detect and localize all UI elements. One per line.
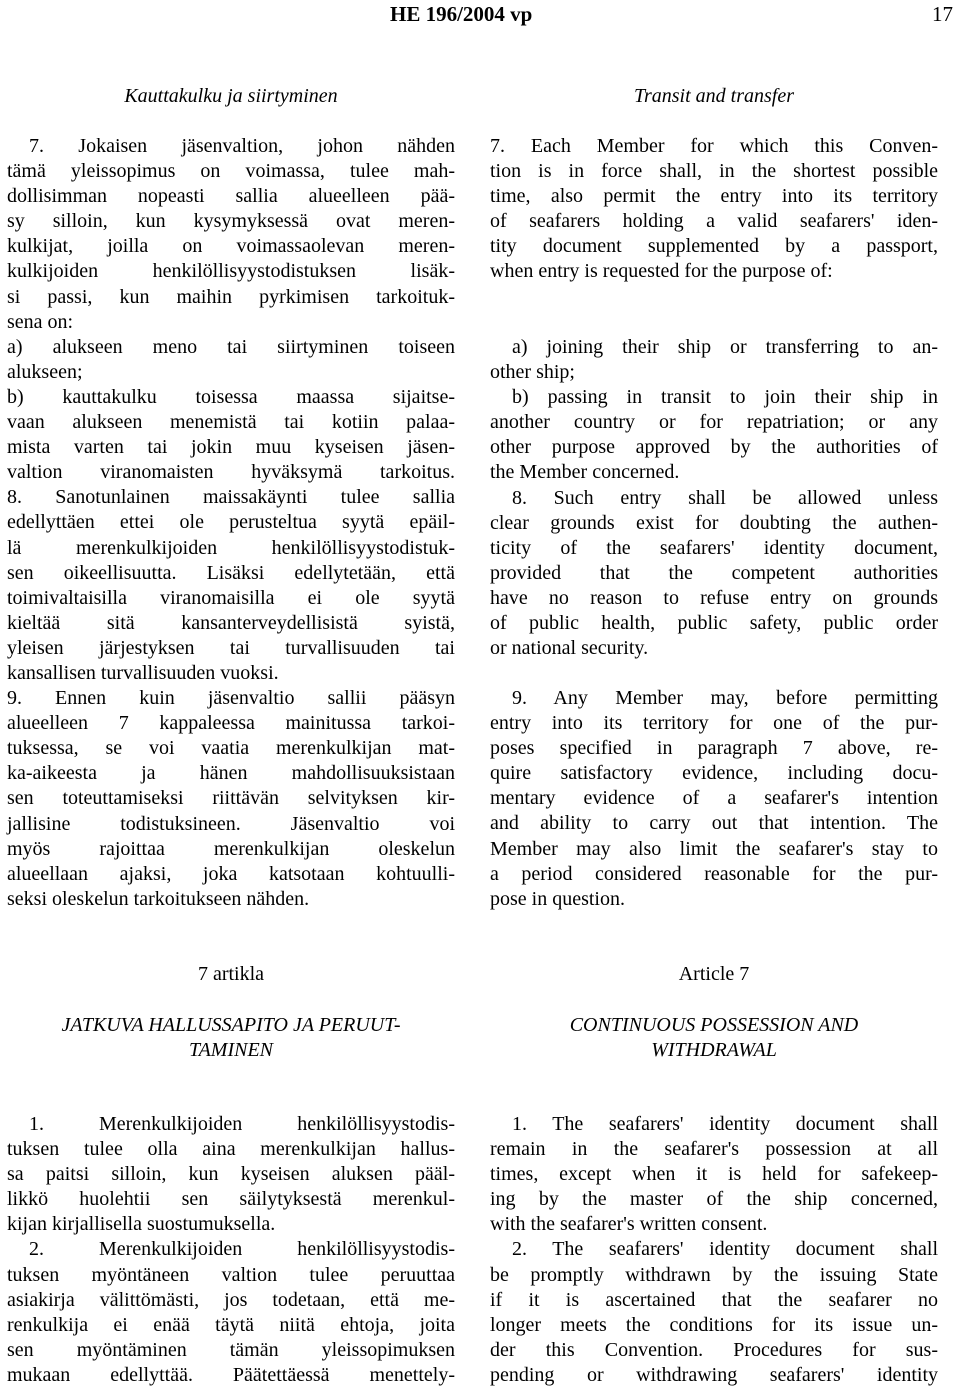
text-line: 2. Merenkulkijoiden henkilöllisyystodis-	[29, 1238, 455, 1261]
text-line: have no reason to refuse entry on grounds	[490, 586, 938, 609]
text-line: sa paitsi silloin, kun kyseisen aluksen pääl-	[7, 1163, 455, 1186]
text-line: myös rajoittaa merenkulkijan oleskelun	[7, 837, 455, 860]
text-line: or national security.	[490, 637, 649, 660]
text-line: entry into its territory for one of the pur-	[490, 712, 938, 735]
text-line: pose in question.	[490, 887, 625, 910]
text-line: kulkijoiden henkilöllisyystodistuksen lisäk-	[7, 260, 455, 283]
text-line: poses specified in paragraph 7 above, re-	[490, 737, 938, 760]
text-line: 7. Each Member for which this Conven-	[490, 135, 938, 157]
text-line: 2. The seafarers' identity document shall	[512, 1238, 938, 1261]
text-line: tuksen tulee olla aina merenkulkijan hallus-	[7, 1138, 455, 1161]
text-line: b) passing in transit to join their ship in	[512, 386, 938, 409]
paragraph-7-en	[490, 134, 938, 285]
text-line: mentary evidence of a seafarer's intention	[490, 787, 938, 810]
page-header-title: HE 196/2004 vp	[390, 2, 533, 26]
text-line: with the seafarer's written consent.	[490, 1213, 768, 1236]
text-line: sen toteuttamiseksi riittävän selvityksen kir-	[7, 787, 455, 810]
text-line: remain in the seafarer's possession at all	[490, 1138, 938, 1161]
page-number: 17	[932, 2, 953, 26]
article-title-line: JATKUVA HALLUSSAPITO JA PERUUT-	[61, 1014, 401, 1036]
text-line: mista varten tai jokin muu kyseisen jäsen-	[7, 436, 455, 459]
text-line: times, except when it is held for safekeep-	[490, 1163, 938, 1186]
article-title-line: WITHDRAWAL	[651, 1039, 777, 1062]
paragraphs-7ab-8-en	[490, 335, 938, 661]
text-line: toimivaltaisilla viranomaisilla ei ole syytä	[7, 586, 455, 609]
text-line: kieltää sitä kansanterveydellisistä syistä,	[7, 611, 455, 634]
text-line: der this Convention. Procedures for sus-	[490, 1338, 938, 1361]
article-title-fi	[7, 1013, 455, 1063]
text-line: sena on:	[7, 310, 74, 333]
text-line: be promptly withdrawn by the issuing State	[490, 1263, 938, 1286]
text-line: 8. Sanotunlainen maissakäynti tulee sallia	[7, 486, 455, 509]
text-line: alueellaan ajaksi, joka katsotaan kohtuulli-	[7, 862, 455, 885]
text-line: when entry is requested for the purpose of:	[490, 260, 833, 283]
text-line: kijan kirjallisella suostumuksella.	[7, 1213, 276, 1236]
text-line: provided that the competent authorities	[490, 561, 938, 584]
text-line: kansallisen turvallisuuden vuoksi.	[7, 661, 279, 684]
text-line: ka-aikeesta ja hänen mahdollisuuksistaan	[7, 762, 455, 785]
article-title-en	[490, 1013, 938, 1063]
text-line: sy silloin, kun kysymyksessä ovat meren-	[7, 210, 455, 233]
text-line: likkö huolehtii sen säilytyksestä merenkul-	[7, 1188, 455, 1211]
text-line: a period considered reasonable for the pur-	[490, 862, 938, 885]
article-paragraphs-en	[490, 1112, 938, 1388]
text-line: pending or withdrawing seafarers' identity	[490, 1363, 938, 1386]
text-line: of seafarers holding a valid seafarers' iden-	[490, 210, 938, 233]
text-line: sen oikeellisuutta. Lisäksi edellytetään, että	[7, 561, 455, 584]
text-line: clear grounds exist for doubting the authen-	[490, 511, 938, 534]
text-line: b) kauttakulku toisessa maassa sijaitse-	[7, 385, 455, 408]
text-line: tämä yleissopimus on voimassa, tulee mah-	[7, 160, 455, 183]
text-line: another country or for repatriation; or any	[490, 411, 938, 434]
text-line: seksi oleskelun tarkoitukseen nähden.	[7, 887, 310, 910]
text-line: edellyttäen ettei ole perusteltua syytä epäil-	[7, 511, 455, 534]
paragraph-9-en	[490, 686, 938, 912]
article-number-en: Article 7	[678, 963, 750, 985]
text-line: tion is in force shall, in the shortest possible	[490, 160, 938, 183]
text-line: dollisimman nopeasti sallia alueelleen pää-	[7, 185, 455, 208]
text-line: a) alukseen meno tai siirtyminen toiseen	[7, 335, 455, 358]
text-line: 1. Merenkulkijoiden henkilöllisyystodis-	[29, 1113, 455, 1135]
section-heading-en: Transit and transfer	[633, 85, 795, 107]
text-line: a) joining their ship or transferring to an-	[512, 336, 938, 358]
text-line: tity document supplemented by a passport,	[490, 235, 938, 258]
text-line: 9. Any Member may, before permitting	[512, 687, 938, 709]
text-line: tuksen myöntäneen valtion tulee peruuttaa	[7, 1263, 455, 1286]
text-line: ing by the master of the ship concerned,	[490, 1188, 938, 1211]
text-line: and ability to carry out that intention. The	[490, 812, 938, 835]
text-line: of public health, public safety, public order	[490, 612, 938, 635]
text-line: yleisen järjestyksen tai turvallisuuden tai	[7, 636, 455, 659]
text-line: time, also permit the entry into its territory	[490, 185, 938, 208]
text-line: longer meets the conditions for its issue un-	[490, 1313, 938, 1336]
text-line: quire satisfactory evidence, including docu-	[490, 762, 938, 785]
text-line: tuksessa, se voi vaatia merenkulkijan mat-	[7, 737, 455, 760]
article-paragraphs-fi	[7, 1112, 455, 1388]
text-line: if it is ascertained that the seafarer no	[490, 1288, 938, 1311]
text-line: the Member concerned.	[490, 461, 680, 484]
text-line: mukaan edellyttää. Päätettäessä menettely-	[7, 1363, 455, 1386]
text-line: sen myöntäminen tämän yleissopimuksen	[7, 1338, 455, 1361]
text-line: other purpose approved by the authorities of	[490, 436, 938, 459]
text-line: kulkijat, joilla on voimassaolevan meren-	[7, 235, 455, 258]
article-title-line: TAMINEN	[188, 1039, 274, 1062]
text-line: 1. The seafarers' identity document shall	[512, 1113, 938, 1135]
text-line: jallisine todistuksineen. Jäsenvaltio voi	[7, 812, 455, 835]
text-line: alukseen;	[7, 360, 83, 383]
text-line: other ship;	[490, 361, 575, 384]
text-line: asiakirja välittömästi, jos todetaan, että me-	[7, 1288, 455, 1311]
text-line: lä merenkulkijoiden henkilöllisyystodistuk-	[7, 536, 455, 559]
text-line: 8. Such entry shall be allowed unless	[512, 486, 938, 509]
text-line: alueelleen 7 kappaleessa mainitussa tarkoi-	[7, 712, 455, 735]
text-line: ticity of the seafarers' identity document,	[490, 536, 938, 559]
text-line: 7. Jokaisen jäsenvaltion, johon nähden	[29, 135, 455, 157]
text-line: si passi, kun maihin pyrkimisen tarkoituk-	[7, 285, 455, 308]
article-title-line: CONTINUOUS POSSESSION AND	[569, 1014, 859, 1036]
text-line: 9. Ennen kuin jäsenvaltio sallii pääsyn	[7, 687, 455, 710]
text-line: Member may also limit the seafarer's stay to	[490, 837, 938, 860]
paragraphs-7-9-fi	[7, 134, 455, 912]
text-line: valtion viranomaisten hyväksymä tarkoitus.	[7, 461, 455, 484]
text-line: renkulkija ei enää täytä niitä ehtoja, joita	[7, 1313, 455, 1336]
text-line: vaan alukseen menemistä tai kotiin palaa-	[7, 411, 455, 434]
article-number-fi: 7 artikla	[197, 963, 265, 985]
section-heading-fi: Kauttakulku ja siirtyminen	[124, 85, 338, 107]
